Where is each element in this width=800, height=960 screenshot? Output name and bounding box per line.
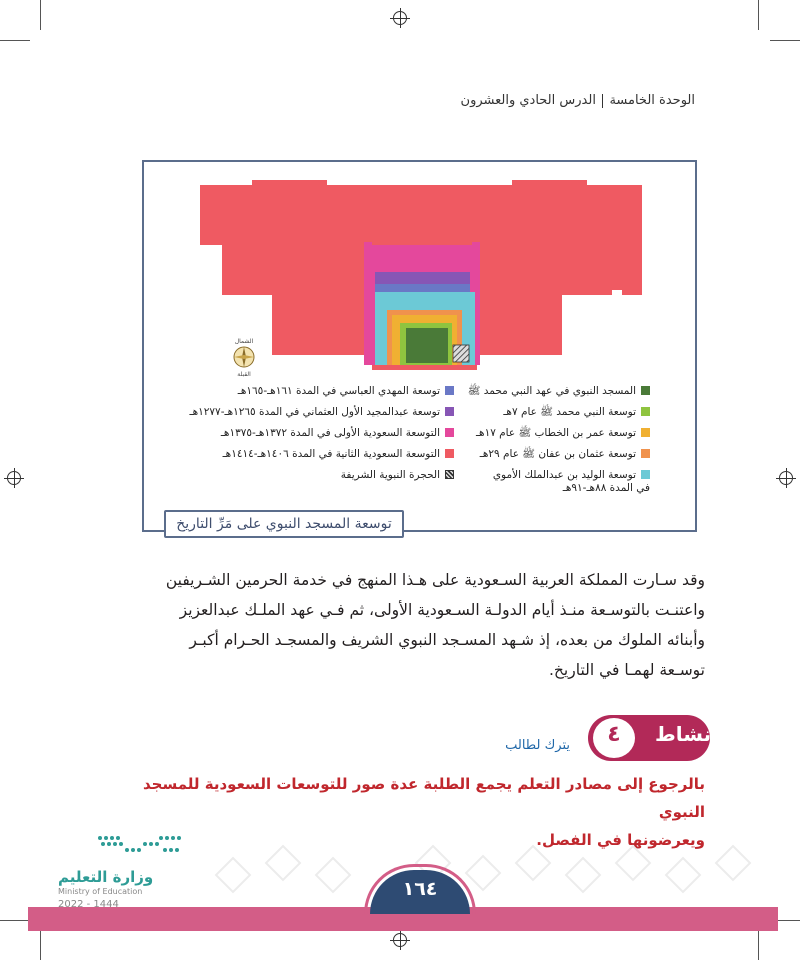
crop-mark (40, 930, 41, 960)
legend-swatch (641, 449, 650, 458)
legend-swatch-hatched (445, 470, 454, 479)
body-paragraph (100, 565, 705, 685)
plan-original-mosque (406, 328, 448, 363)
activity-text (100, 770, 705, 854)
activity-text-line: بالرجوع إلى مصادر التعلم يجمع الطلبة عدة صور للتوسعات السعودية للمسجد النبوي (142, 775, 705, 821)
legend-swatch (641, 428, 650, 437)
legend-item: المسجد النبوي في عهد النبي محمد ﷺ (468, 385, 650, 400)
activity-label: نشاط (655, 722, 712, 746)
ministry-logo-icon (95, 830, 185, 860)
legend-swatch (641, 470, 650, 479)
running-header (461, 93, 695, 108)
legend-item: توسعة النبي محمد ﷺ عام ٧هـ (503, 406, 650, 421)
crop-mark (0, 920, 30, 921)
compass-rose-icon (232, 345, 256, 369)
registration-mark-icon (779, 471, 793, 485)
crop-mark (758, 0, 759, 30)
mosque-expansion-plan (142, 160, 697, 380)
activity-text-line: ويعرضونها في الفصل. (536, 831, 705, 849)
legend-swatch (445, 428, 454, 437)
crop-mark (770, 40, 800, 41)
page-number: ١٦٤ (402, 878, 438, 900)
legend-swatch (445, 386, 454, 395)
ministry-name-ar: وزارة التعليم (58, 868, 154, 886)
decorative-diamond (715, 845, 752, 882)
crop-mark (758, 930, 759, 960)
compass-south-label: القبلة (237, 371, 251, 378)
legend-swatch (445, 449, 454, 458)
registration-mark-icon (393, 11, 407, 25)
decorative-diamond (215, 857, 252, 894)
legend-item: توسعة عمر بن الخطاب ﷺ عام ١٧هـ (476, 427, 650, 442)
figure-caption: توسعة المسجد النبوي على مَرِّ التاريخ (164, 510, 404, 538)
decorative-diamond (565, 857, 602, 894)
legend-item: توسعة عثمان بن عفان ﷺ عام ٢٩هـ (480, 448, 650, 463)
legend-item: الحجرة النبوية الشريفة (341, 469, 454, 481)
crop-mark (40, 0, 41, 30)
registration-mark-icon (7, 471, 21, 485)
decorative-diamond (465, 855, 502, 892)
compass-north-label: الشمال (234, 338, 254, 345)
paragraph-line: وقد سـارت المملكة العربية السـعودية على هـذا المنهج في خدمة الحرمين الشـريفين (165, 571, 705, 589)
decorative-diamond (315, 857, 352, 894)
paragraph-line: وأبنائه الملوك من بعده، إذ شـهد المسـجد النبوي الشريف والمسجـد الحـرام أكبـر (189, 631, 705, 649)
header-separator (602, 94, 604, 108)
legend-item: توسعة المهدي العباسي في المدة ١٦١هـ-١٦٥هـ (238, 385, 454, 397)
compass (228, 338, 260, 378)
activity-note: يترك لطالب (505, 738, 570, 753)
ministry-year: 2022 - 1444 (58, 899, 119, 910)
registration-mark-icon (393, 933, 407, 947)
legend-item: توسعة عبدالمجيد الأول العثماني في المدة ١٢٦٥هـ-١٢٧٧هـ (190, 406, 454, 418)
paragraph-line: توسـعة لهمـا في التاريخ. (549, 661, 705, 679)
legend-item: التوسعة السعودية الثانية في المدة ١٤٠٦هـ-١٤١٤هـ (223, 448, 454, 460)
legend-item: التوسعة السعودية الأولى في المدة ١٣٧٢هـ-١٣٧٥هـ (221, 427, 454, 439)
activity-number: ٤ (607, 722, 621, 747)
legend-swatch (641, 386, 650, 395)
paragraph-line: واعتنـت بالتوسـعة منـذ أيام الدولـة السـعودية الأولى، ثم فـي عهد الملـك عبدالعزيز (179, 601, 705, 619)
plan-prophets-chamber (453, 345, 469, 362)
decorative-diamond (665, 857, 702, 894)
crop-mark (0, 40, 30, 41)
legend-swatch (445, 407, 454, 416)
plan-ottoman-expansion (375, 272, 470, 284)
plan-abbasid-expansion (375, 284, 470, 292)
ministry-name-en: Ministry of Education (58, 887, 143, 896)
legend-item: توسعة الوليد بن عبدالملك الأموي في المدة ٨٨هـ-٩١هـ (492, 469, 650, 494)
header-unit: الوحدة الخامسة (609, 93, 695, 108)
legend-swatch (641, 407, 650, 416)
header-lesson: الدرس الحادي والعشرون (460, 93, 596, 108)
